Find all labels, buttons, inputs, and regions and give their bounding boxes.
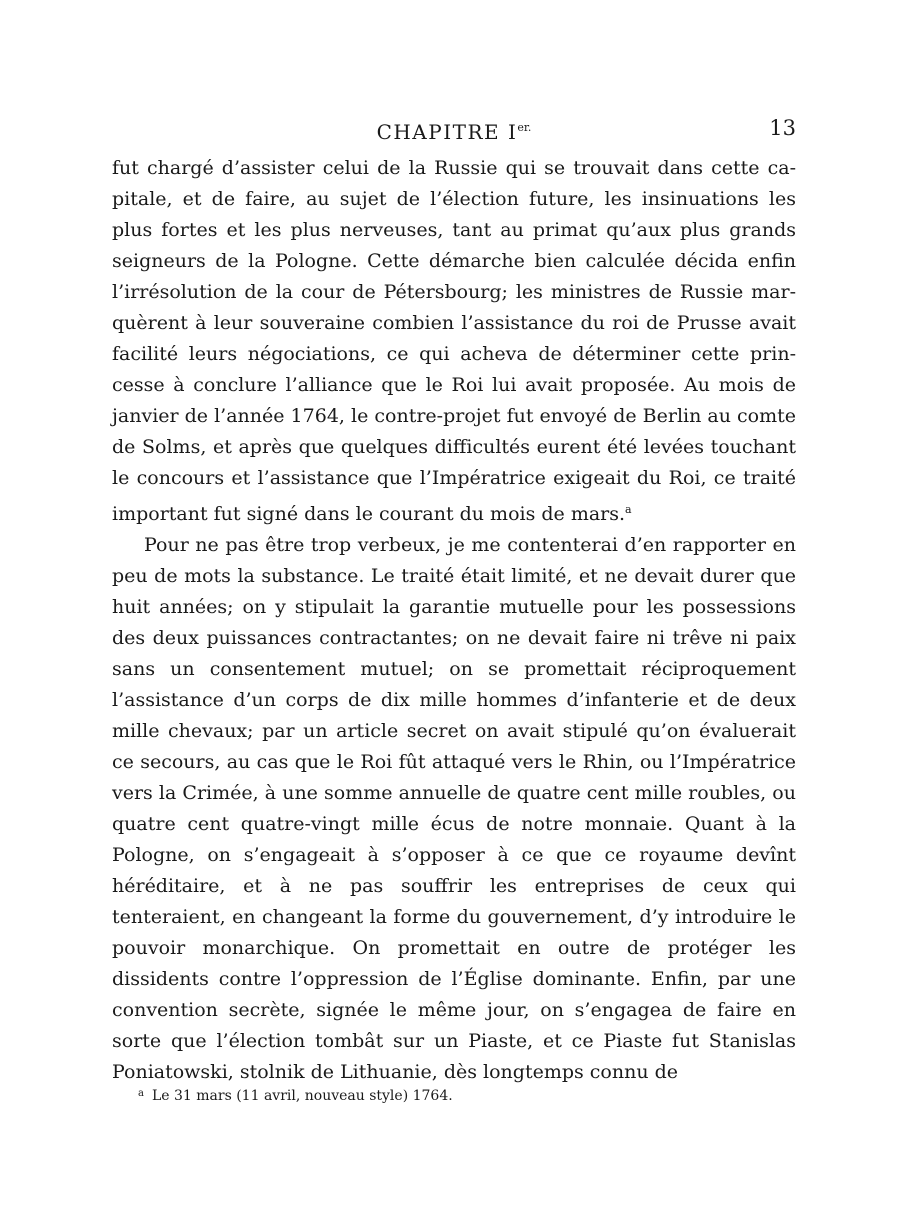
page-number: 13	[769, 116, 796, 140]
body-text	[112, 153, 796, 1088]
paragraph-2: Pour ne pas être trop verbeux, je me contenterai d’en rapporter en peu de mots la substance. Le traité était limité, et ne devait durer que huit années; on y stipulait la garantie mutuelle pour les possessions des deux puissances contractantes; on ne devait faire ni trêve ni paix sans un consentement mutuel; on se promettait réciproquement l’assistance d’un corps de dix mille hommes d’infanterie et de deux mille chevaux; par un article secret on avait stipulé qu’on évaluerait ce secours, au cas que le Roi fût attaqué vers le Rhin, ou l’Impératrice vers la Crimée, à une somme annuelle de quatre cent mille roubles, ou quatre cent quatre-vingt mille écus de notre monnaie. Quant à la Pologne, on s’engageait à s’opposer à ce que ce royaume devînt héréditaire, et à ne pas souffrir les entreprises de ceux qui tenteraient, en changeant la forme du gouvernement, d’y introduire le pouvoir monarchique. On promettait en outre de protéger les dissidents contre l’oppression de l’Église dominante. Enfin, par une convention secrète, signée le même jour, on s’engagea de faire en sorte que l’élection tombât sur un Piaste, et ce Piaste fut Stanislas Poniatowski, stolnik de Lithuanie, dès longtemps connu de	[112, 534, 796, 1083]
footnote-marker: a	[138, 1088, 144, 1099]
footnote-text: Le 31 mars (11 avril, nouveau style) 1764.	[151, 1088, 453, 1104]
chapter-title	[112, 112, 796, 148]
footnote	[138, 1083, 796, 1107]
paragraph-1	[112, 153, 796, 530]
footnote-reference[interactable]: a	[625, 503, 632, 516]
running-head	[112, 112, 796, 144]
chapter-title-suffix: er.	[517, 121, 532, 134]
chapter-title-text: CHAPITRE I	[376, 120, 518, 144]
paragraph-1-text: fut chargé d’assister celui de la Russie qui se trouvait dans cette capitale, et de faire, au sujet de l’élection future, les insinuations les plus fortes et les plus nerveuses, tant au primat qu’aux plus grands seigneurs de la Pologne. Cette démarche bien calculée décida enfin l’irrésolution de la cour de Pétersbourg; les ministres de Russie marquèrent à leur souveraine combien l’assistance du roi de Prusse avait facilité leurs négociations, ce qui acheva de déterminer cette princesse à conclure l’alliance que le Roi lui avait proposée. Au mois de janvier de l’année 1764, le contre-projet fut envoyé de Berlin au comte de Solms, et après que quelques difficultés eurent été levées touchant le concours et l’assistance que l’Impératrice exigeait du Roi, ce traité important fut signé dans le courant du mois de mars.	[112, 157, 796, 525]
